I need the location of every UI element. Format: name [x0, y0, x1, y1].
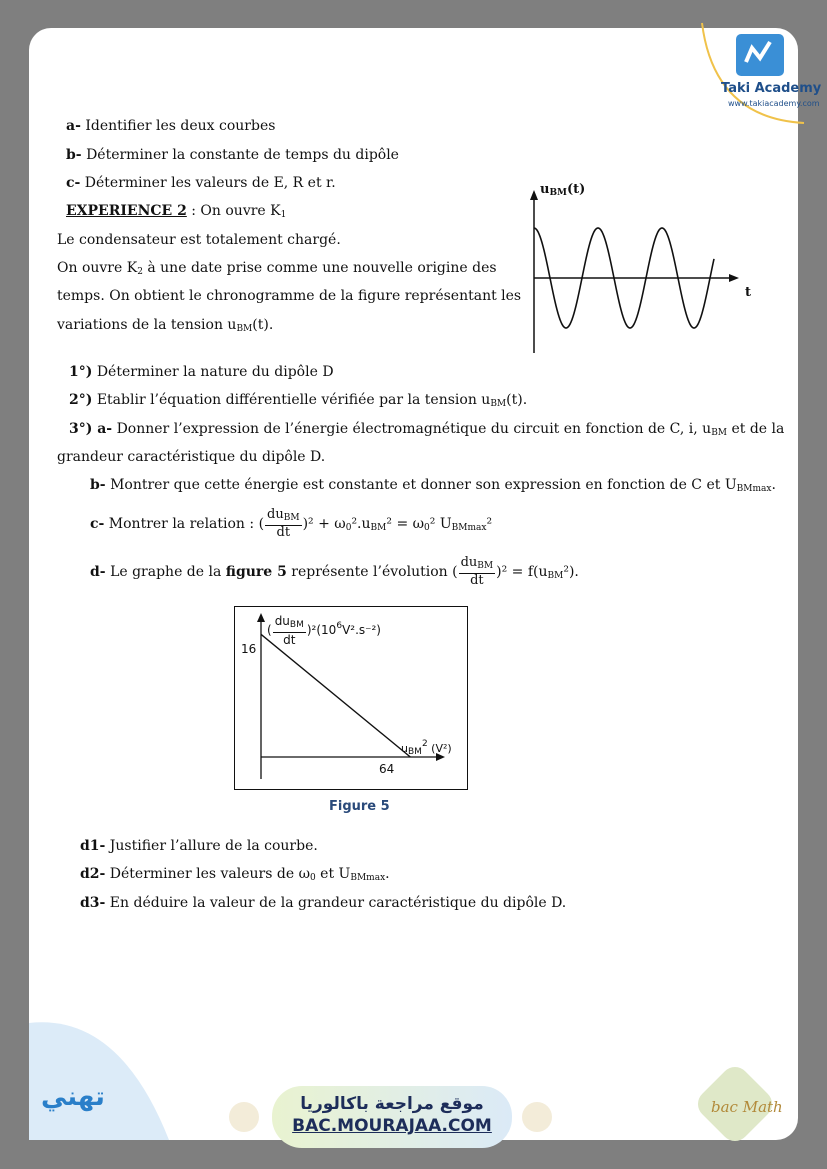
question-d1-text: Justifier l’allure de la courbe. — [109, 838, 318, 854]
question-3c-text: Montrer la relation : ( — [108, 516, 265, 532]
question-b — [66, 146, 399, 164]
question-3d-text-a: Le graphe de la — [110, 564, 226, 580]
frac2-den: dt — [470, 573, 484, 588]
question-3a-text-b: et de la — [727, 421, 785, 437]
question-2-text-b: (t). — [506, 392, 528, 408]
question-c — [66, 174, 336, 192]
question-b-text: Déterminer la constante de temps du dipôle — [86, 147, 399, 163]
question-3c-label: c- — [90, 516, 105, 532]
fig5-xlabel-post: (V²) — [427, 742, 452, 755]
experience-title-line — [66, 202, 286, 224]
frac-den: dt — [276, 525, 291, 540]
question-3d-text-d: ²). — [563, 564, 579, 580]
chrono-x-arrow — [729, 274, 739, 282]
question-d1-label: d1- — [80, 838, 106, 854]
frac-num: du — [267, 507, 284, 522]
question-3b-text-b: . — [771, 477, 776, 493]
experience-title: EXPERIENCE 2 — [66, 203, 187, 219]
question-3a — [69, 420, 784, 442]
question-a-text: Identifier les deux courbes — [85, 118, 276, 134]
question-3c-u-sub: BM — [370, 523, 387, 533]
chrono-ylabel-sub: BM — [549, 188, 568, 198]
question-3d-fig: figure 5 — [225, 564, 287, 580]
fig5-y-tick: 16 — [241, 642, 257, 656]
question-3c-rest3: ² = ω — [386, 516, 425, 532]
question-3d — [90, 556, 579, 591]
question-3a-text-a: Donner l’expression de l’énergie électromagnétique du circuit en fonction de C, i, u — [116, 421, 712, 437]
fig5-ylabel-frac — [273, 614, 306, 647]
fig5-y-arrow — [257, 613, 265, 622]
frac2-num-sub: BM — [477, 561, 494, 571]
question-3c-rest4: ² U — [429, 516, 452, 532]
line4-a: variations de la tension u — [57, 317, 237, 333]
frac2-num: du — [460, 555, 478, 570]
question-3d-text-c: )² = f(u — [496, 564, 548, 580]
question-3c-rest1: )² + ω — [302, 516, 346, 532]
banner-site-link[interactable]: BAC.MOURAJAA.COM — [292, 1116, 492, 1136]
taki-logo-icon — [694, 28, 804, 128]
fig5-ylabel-exp: 6 — [336, 621, 343, 631]
question-3b — [90, 476, 776, 498]
question-d1 — [80, 837, 318, 855]
ubm-sub: BM — [236, 324, 253, 334]
question-d2 — [80, 865, 390, 887]
chrono-ylabel-u: u — [540, 182, 550, 197]
question-2-sub: BM — [490, 399, 507, 409]
question-3a-line-2: grandeur caractéristique du dipôle D. — [57, 449, 326, 465]
fig5-ylabel — [267, 614, 381, 647]
fig5-xlabel-sub: BM — [407, 747, 422, 757]
document-page — [29, 28, 822, 1140]
question-d2-sub2: BMmax — [350, 873, 386, 883]
question-3b-label: b- — [90, 477, 106, 493]
question-3b-sub: BMmax — [736, 484, 772, 494]
question-3d-text-b: représente l’évolution ( — [286, 564, 458, 580]
question-c-label: c- — [66, 175, 81, 191]
question-3a-label: 3°) a- — [69, 421, 113, 437]
question-3c-U-sub: BMmax — [451, 523, 487, 533]
k2-sub: 2 — [137, 267, 143, 277]
question-1 — [69, 363, 334, 381]
experience-line-2 — [57, 259, 497, 281]
fig5-ylabel-num-sub: BM — [289, 620, 304, 630]
question-2-text-a: Etablir l’équation différentielle vérifiée par la tension u — [96, 392, 491, 408]
fig5-ylabel-den: dt — [283, 633, 296, 647]
question-3a-sub: BM — [711, 428, 728, 438]
question-3b-text-a: Montrer que cette énergie est constante et donner son expression en fonction de C et U — [110, 477, 737, 493]
figure-5-caption: Figure 5 — [329, 799, 390, 814]
badge-left-icon — [229, 1102, 259, 1132]
figure-5-frame — [234, 606, 468, 790]
question-3d-sub: BM — [547, 571, 564, 581]
fig5-xlabel-sup: 2 — [421, 739, 428, 749]
question-2-label: 2°) — [69, 392, 93, 408]
experience-line-4 — [57, 316, 273, 338]
question-d3 — [80, 894, 566, 912]
question-3d-label: d- — [90, 564, 106, 580]
question-3c — [90, 508, 492, 543]
line2-b: à une date prise comme une nouvelle origine des — [142, 260, 497, 276]
question-b-label: b- — [66, 147, 82, 163]
dudt-fraction-2 — [459, 556, 496, 588]
question-1-label: 1°) — [69, 364, 93, 380]
question-d2-sub: 0 — [309, 873, 316, 883]
experience-line-1: Le condensateur est totalement chargé. — [57, 232, 341, 248]
k1-sub: 1 — [280, 210, 287, 220]
question-d2-text-c: . — [385, 866, 390, 882]
chrono-xlabel: t — [745, 285, 752, 300]
question-3c-rest2: ².u — [351, 516, 371, 532]
taki-academy-logo — [694, 28, 822, 128]
chrono-ylabel-rest: (t) — [567, 182, 586, 197]
bac-mourajaa-banner[interactable] — [272, 1086, 512, 1148]
chronogram-plot — [524, 188, 744, 358]
fig5-ylabel-post: )²(10 — [306, 623, 337, 637]
fig5-xlabel-pre: u — [401, 742, 408, 755]
fig5-xlabel — [401, 735, 452, 761]
question-d3-text: En déduire la valeur de la grandeur caractéristique du dipôle D. — [109, 895, 567, 911]
badge-right-icon — [522, 1102, 552, 1132]
experience-title-rest: : On ouvre K — [186, 203, 281, 219]
corner-logo-text: bac Math — [711, 1098, 783, 1116]
dudt-fraction — [265, 508, 302, 540]
line2-a: On ouvre K — [57, 260, 138, 276]
frac-num-sub: BM — [283, 513, 300, 523]
question-3c-w-sub: 0 — [345, 523, 352, 533]
fig5-ylabel-pre: ( — [267, 623, 272, 637]
fig5-x-tick: 64 — [379, 762, 395, 776]
question-d2-label: d2- — [80, 866, 106, 882]
question-a-label: a- — [66, 118, 81, 134]
question-3c-rest5: ² — [486, 516, 493, 532]
line4-b: (t). — [252, 317, 274, 333]
fig5-ylabel-num: du — [274, 614, 290, 628]
question-1-text: Déterminer la nature du dipôle D — [96, 364, 334, 380]
taki-name: Taki Academy — [721, 81, 822, 96]
chrono-y-arrow — [530, 190, 538, 200]
banner-arabic-text: موقع مراجعة باكالوريا — [300, 1094, 484, 1114]
fig5-data-line — [261, 634, 410, 757]
fig5-ylabel-post2: V².s⁻²) — [342, 623, 381, 637]
question-2 — [69, 391, 527, 413]
question-d2-text-b: et U — [315, 866, 351, 882]
experience-line-3: temps. On obtient le chronogramme de la figure représentant les — [57, 288, 522, 304]
question-3c-w2-sub: 0 — [424, 523, 430, 533]
calligraphy-logo-icon: تهني — [41, 1082, 105, 1112]
question-c-text: Déterminer les valeurs de E, R et r. — [84, 175, 336, 191]
question-a — [66, 117, 275, 135]
taki-url: www.takiacademy.com — [728, 99, 820, 108]
question-d3-label: d3- — [80, 895, 106, 911]
bottom-left-decoration — [29, 1013, 169, 1140]
question-d2-text-a: Déterminer les valeurs de ω — [109, 866, 310, 882]
